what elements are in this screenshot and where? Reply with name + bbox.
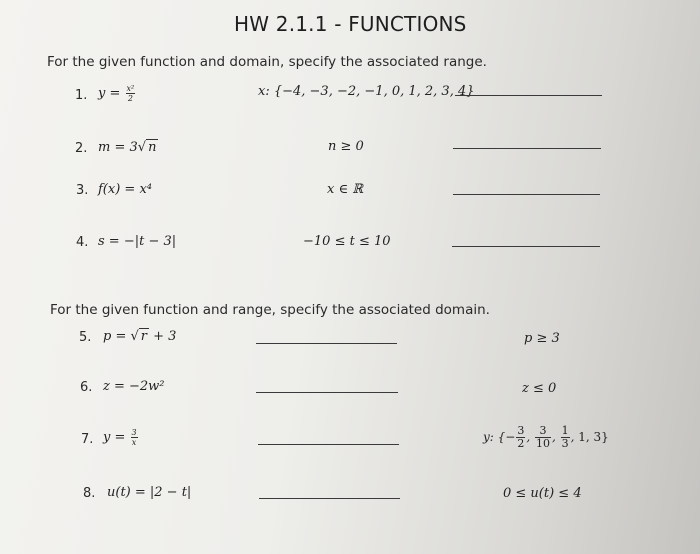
problem-7-frac-num: 3 xyxy=(131,428,137,437)
problem-7-range-frac-2-num: 3 xyxy=(535,425,551,438)
problem-6-number: 6. xyxy=(80,380,93,395)
problem-7-number: 7. xyxy=(81,432,94,447)
problem-8-answer-blank[interactable] xyxy=(259,498,400,499)
problem-3-answer-blank[interactable] xyxy=(453,194,600,195)
problem-6-function: z = −2w² xyxy=(103,379,165,394)
problem-7-range-frac-3-den: 3 xyxy=(561,437,569,450)
problem-2-lhs: m = 3 xyxy=(98,140,138,155)
problem-4-number: 4. xyxy=(76,235,89,250)
problem-8-function: u(t) = |2 − t| xyxy=(107,485,192,500)
problem-2-function: m = 3√ n xyxy=(98,140,157,155)
problem-5-range: p ≥ 3 xyxy=(524,331,560,346)
problem-4-domain: −10 ≤ t ≤ 10 xyxy=(303,234,391,249)
section1-instruction: For the given function and domain, specify the associated range. xyxy=(47,54,487,70)
problem-7-range-frac-2 xyxy=(535,425,551,450)
problem-3-domain: x ∈ ℝ xyxy=(327,182,364,197)
problem-3-function: f(x) = x⁴ xyxy=(98,182,152,197)
problem-7-range-prefix: y: {− xyxy=(483,430,516,444)
problem-7-range-suffix: 1, 3} xyxy=(578,430,609,444)
problem-5-answer-blank[interactable] xyxy=(256,343,397,344)
problem-2-number: 2. xyxy=(75,141,88,156)
problem-6-range: z ≤ 0 xyxy=(522,381,557,396)
section2-instruction: For the given function and range, specify the associated domain. xyxy=(50,302,490,318)
problem-4-answer-blank[interactable] xyxy=(452,246,600,247)
problem-7-lhs: y = xyxy=(103,430,126,445)
problem-8-range: 0 ≤ u(t) ≤ 4 xyxy=(503,486,582,501)
problem-1-fraction xyxy=(126,84,136,103)
problem-1-number: 1. xyxy=(75,88,88,103)
problem-7-range-frac-1-den: 2 xyxy=(517,437,525,450)
problem-5-function: p = √ r + 3 xyxy=(103,329,177,344)
problem-1-frac-den: 2 xyxy=(127,94,133,103)
problem-1-domain: x: {−4, −3, −2, −1, 0, 1, 2, 3, 4} xyxy=(258,84,475,99)
problem-7-range-frac-3 xyxy=(561,425,570,450)
problem-1-frac-num: x² xyxy=(126,84,135,93)
problem-2-radicand: n xyxy=(148,140,157,155)
problem-7-range-frac-1-num: 3 xyxy=(517,424,525,437)
problem-3-number: 3. xyxy=(76,183,89,198)
problem-7-fraction xyxy=(131,428,138,447)
problem-5-number: 5. xyxy=(79,330,92,345)
problem-5-radicand: r xyxy=(140,329,148,344)
problem-7-range-frac-3-num: 1 xyxy=(561,424,569,437)
problem-7-range: y: {− $\frac{3}{2}$ , $\frac{3}{10}$ , $\frac{1}{3}$ , 1, 3} xyxy=(483,424,609,450)
page-title: HW 2.1.1 - FUNCTIONS xyxy=(234,12,467,36)
problem-7-answer-blank[interactable] xyxy=(258,444,399,445)
problem-6-answer-blank[interactable] xyxy=(256,392,398,393)
problem-5-lhs: p = xyxy=(103,329,127,344)
problem-2-domain: n ≥ 0 xyxy=(328,139,364,154)
problem-4-function: s = −|t − 3| xyxy=(98,234,177,249)
problem-7-function xyxy=(103,428,139,447)
problem-7-frac-den: x xyxy=(131,438,137,447)
problem-1-function xyxy=(98,84,136,103)
problem-7-range-frac-2-den: 10 xyxy=(535,437,550,450)
problem-1-answer-blank[interactable] xyxy=(455,95,602,96)
problem-8-number: 8. xyxy=(83,486,96,501)
problem-5-rhs: + 3 xyxy=(153,329,177,344)
problem-2-answer-blank[interactable] xyxy=(453,148,601,149)
problem-7-range-frac-1 xyxy=(516,425,525,450)
problem-1-lhs: y = xyxy=(98,86,121,101)
